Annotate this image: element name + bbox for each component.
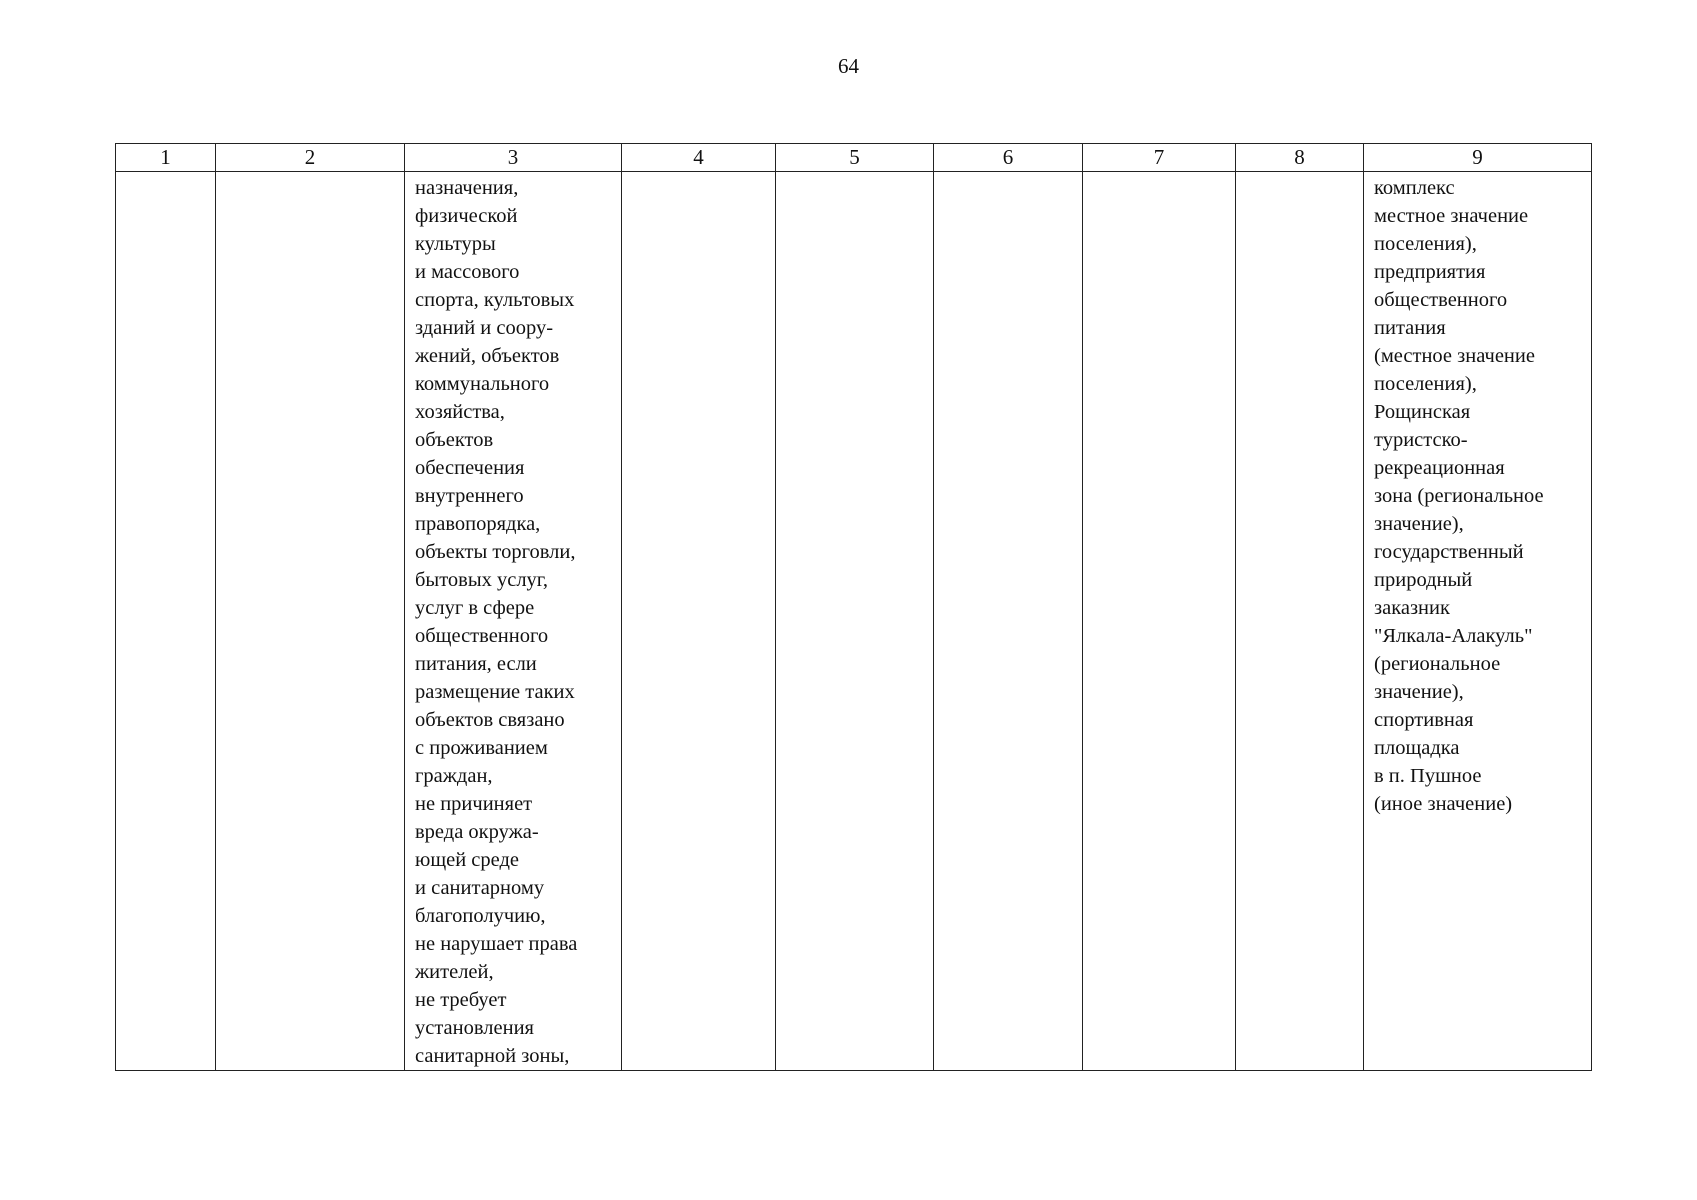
cell-line: значение),	[1374, 681, 1464, 703]
cell-line: ющей среде	[415, 849, 520, 871]
column-header-3: 3	[405, 144, 622, 172]
cell-line: площадка	[1374, 737, 1460, 759]
cell-col-8	[1236, 172, 1364, 1071]
cell-col-6	[934, 172, 1083, 1071]
data-table	[115, 143, 1592, 1071]
cell-line: комплекс	[1374, 177, 1455, 199]
cell-line: (местное значение	[1374, 345, 1535, 367]
cell-line: (региональное	[1374, 653, 1501, 675]
cell-line: объекты торговли,	[415, 541, 576, 563]
cell-line: и массового	[415, 261, 520, 283]
cell-col-1	[116, 172, 216, 1071]
cell-line: государственный	[1374, 541, 1524, 563]
cell-col-3-text	[405, 172, 621, 1070]
cell-line: спорта, культовых	[415, 289, 575, 311]
cell-line: поселения),	[1374, 233, 1477, 255]
cell-line: жителей,	[415, 961, 494, 983]
table-row	[116, 172, 1592, 1071]
cell-line: спортивная	[1374, 709, 1474, 731]
cell-line: объектов	[415, 429, 494, 451]
cell-line: благополучию,	[415, 905, 546, 927]
cell-col-2	[216, 172, 405, 1071]
cell-line: значение),	[1374, 513, 1464, 535]
cell-line: назначения,	[415, 177, 519, 199]
cell-line: Рощинская	[1374, 401, 1471, 423]
cell-line: не требует	[415, 989, 507, 1011]
cell-line: туристско-	[1374, 429, 1468, 451]
cell-line: в п. Пушное	[1374, 765, 1482, 787]
cell-line: рекреационная	[1374, 457, 1505, 479]
cell-line: не причиняет	[415, 793, 533, 815]
cell-line: услуг в сфере	[415, 597, 535, 619]
cell-line: коммунального	[415, 373, 550, 395]
cell-col-3	[405, 172, 622, 1071]
cell-line: объектов связано	[415, 709, 565, 731]
cell-line: общественного	[1374, 289, 1508, 311]
cell-line: установления	[415, 1017, 534, 1039]
cell-line: "Ялкала-Алакуль"	[1374, 625, 1533, 647]
cell-line: вреда окружа-	[415, 821, 539, 843]
column-header-5: 5	[776, 144, 934, 172]
cell-line: (иное значение)	[1374, 793, 1513, 815]
cell-line: и санитарному	[415, 877, 545, 899]
column-header-6: 6	[934, 144, 1083, 172]
column-header-4: 4	[622, 144, 776, 172]
header-row	[116, 144, 1592, 172]
cell-line: общественного	[415, 625, 549, 647]
cell-col-7	[1083, 172, 1236, 1071]
cell-line: питания	[1374, 317, 1446, 339]
cell-col-4	[622, 172, 776, 1071]
page-number: 64	[838, 54, 859, 78]
cell-col-5	[776, 172, 934, 1071]
column-header-2: 2	[216, 144, 405, 172]
cell-line: хозяйства,	[415, 401, 505, 423]
cell-line: граждан,	[415, 765, 493, 787]
cell-line: заказник	[1374, 597, 1450, 619]
cell-line: с проживанием	[415, 737, 548, 759]
column-header-7: 7	[1083, 144, 1236, 172]
cell-line: природный	[1374, 569, 1473, 591]
cell-line: поселения),	[1374, 373, 1477, 395]
cell-line: местное значение	[1374, 205, 1529, 227]
cell-col-9	[1364, 172, 1592, 1071]
column-header-8: 8	[1236, 144, 1364, 172]
cell-line: питания, если	[415, 653, 537, 675]
cell-line: зданий и соору-	[415, 317, 554, 339]
cell-line: зона (региональное	[1374, 485, 1544, 507]
column-header-9: 9	[1364, 144, 1592, 172]
cell-line: санитарной зоны,	[415, 1045, 570, 1067]
cell-line: не нарушает права	[415, 933, 578, 955]
column-header-1: 1	[116, 144, 216, 172]
cell-line: предприятия	[1374, 261, 1486, 283]
cell-line: внутреннего	[415, 485, 524, 507]
cell-line: бытовых услуг,	[415, 569, 549, 591]
cell-line: обеспечения	[415, 457, 525, 479]
cell-line: размещение таких	[415, 681, 575, 703]
cell-line: жений, объектов	[415, 345, 560, 367]
cell-line: физической	[415, 205, 518, 227]
cell-line: культуры	[415, 233, 496, 255]
cell-col-9-text	[1364, 172, 1591, 818]
cell-line: правопорядка,	[415, 513, 541, 535]
